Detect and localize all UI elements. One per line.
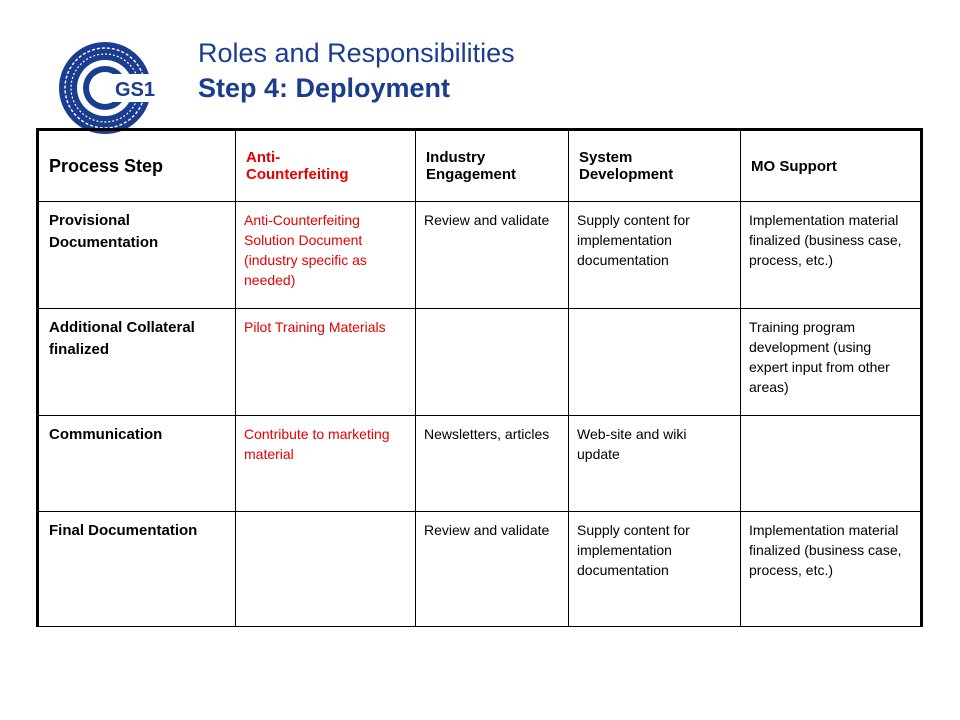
- cell-mo-support: Implementation material finalized (business case, process, etc.): [741, 202, 922, 309]
- gs1-logo: [55, 38, 155, 138]
- gs1-logo-text: GS1: [115, 79, 155, 101]
- cell-mo-support: [741, 416, 922, 512]
- table-row: [38, 416, 922, 512]
- header-system-development: System Development: [569, 130, 741, 202]
- table-row: [38, 512, 922, 627]
- cell-mo-support: Training program development (using expert input from other areas): [741, 309, 922, 416]
- cell-process-step: Communication: [38, 416, 236, 512]
- cell-mo-support: Implementation material finalized (business case, process, etc.): [741, 512, 922, 627]
- roles-table: [36, 128, 923, 627]
- cell-anti-counterfeiting: Pilot Training Materials: [236, 309, 416, 416]
- gs1-logo-icon: [55, 38, 155, 138]
- cell-process-step: Additional Collateral finalized: [38, 309, 236, 416]
- cell-system-development: [569, 309, 741, 416]
- cell-anti-counterfeiting: Anti-Counterfeiting Solution Document (industry specific as needed): [236, 202, 416, 309]
- page-subtitle: Step 4: Deployment: [198, 73, 451, 103]
- cell-system-development: Supply content for implementation documentation: [569, 512, 741, 627]
- table-row: [38, 309, 922, 416]
- header-industry-engagement: Industry Engagement: [416, 130, 569, 202]
- cell-industry-engagement: [416, 309, 569, 416]
- cell-industry-engagement: Review and validate: [416, 512, 569, 627]
- cell-industry-engagement: Newsletters, articles: [416, 416, 569, 512]
- header-mo-support: MO Support: [741, 130, 922, 202]
- cell-anti-counterfeiting: [236, 512, 416, 627]
- cell-anti-counterfeiting: Contribute to marketing material: [236, 416, 416, 512]
- cell-industry-engagement: Review and validate: [416, 202, 569, 309]
- table-row: [38, 202, 922, 309]
- cell-process-step: Final Documentation: [38, 512, 236, 627]
- cell-process-step: Provisional Documentation: [38, 202, 236, 309]
- cell-system-development: Web-site and wiki update: [569, 416, 741, 512]
- table-header-row: [38, 130, 922, 202]
- header-anti-counterfeiting: [236, 130, 416, 202]
- header-anti-counterfeiting-label: Anti- Counterfeiting: [246, 149, 349, 183]
- page-title: Roles and Responsibilities: [198, 38, 515, 68]
- header-process-step: Process Step: [38, 130, 236, 202]
- cell-system-development: Supply content for implementation documentation: [569, 202, 741, 309]
- title-block: [198, 36, 515, 106]
